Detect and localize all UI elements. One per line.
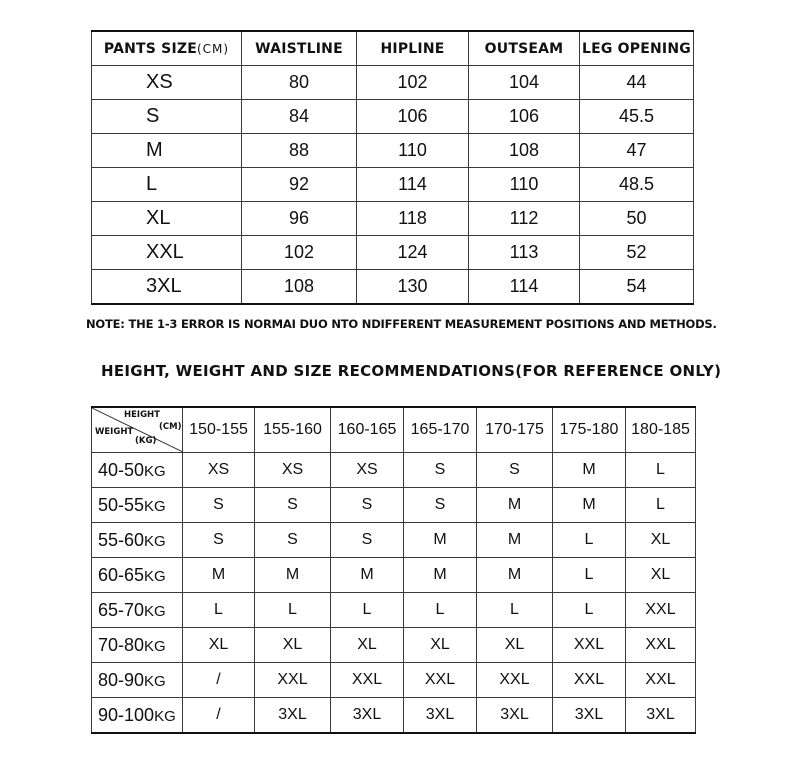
table-row: [92, 698, 696, 734]
leg-opening-cell: 52: [580, 236, 694, 270]
weight-label-cell: [92, 628, 183, 663]
table-row: [92, 168, 694, 202]
size-recommendation-cell: XXL: [553, 663, 626, 698]
hipline-cell: 102: [357, 66, 469, 100]
size-recommendation-cell: XXL: [626, 593, 696, 628]
weight-range: 70-80: [98, 634, 145, 655]
size-recommendation-cell: XS: [255, 453, 331, 488]
weight-range: 90-100: [98, 704, 155, 725]
size-recommendation-cell: L: [477, 593, 553, 628]
outseam-cell: 110: [469, 168, 580, 202]
size-cell: XL: [92, 202, 242, 236]
weight-label-cell: [92, 593, 183, 628]
weight-unit: KG: [144, 672, 166, 690]
size-recommendation-cell: M: [553, 453, 626, 488]
waistline-cell: 108: [242, 270, 357, 305]
size-recommendation-cell: XXL: [404, 663, 477, 698]
table-row: [92, 236, 694, 270]
table-row: [92, 593, 696, 628]
size-cell: XS: [92, 66, 242, 100]
size-recommendation-cell: XXL: [255, 663, 331, 698]
weight-label-cell: [92, 558, 183, 593]
size-recommendation-cell: S: [331, 488, 404, 523]
leg-opening-cell: 54: [580, 270, 694, 305]
size-recommendation-cell: /: [183, 663, 255, 698]
waistline-cell: 88: [242, 134, 357, 168]
weight-unit: KG: [144, 532, 166, 550]
size-recommendation-cell: XXL: [553, 628, 626, 663]
recommendation-heading: HEIGHT, WEIGHT AND SIZE RECOMMENDATIONS(FOR REFERENCE ONLY): [101, 362, 722, 380]
waistline-cell: 84: [242, 100, 357, 134]
size-recommendation-cell: M: [553, 488, 626, 523]
corner-weight-label: WEIGHT: [95, 427, 134, 437]
size-cell: 3XL: [92, 270, 242, 305]
size-recommendation-cell: M: [404, 523, 477, 558]
pants-header-row: [92, 31, 694, 66]
height-header: 150-155: [183, 407, 255, 453]
size-recommendation-cell: S: [404, 488, 477, 523]
size-cell: S: [92, 100, 242, 134]
size-recommendation-cell: 3XL: [404, 698, 477, 734]
size-recommendation-cell: 3XL: [626, 698, 696, 734]
weight-range: 80-90: [98, 669, 145, 690]
size-recommendation-cell: S: [404, 453, 477, 488]
column-header-outseam: OUTSEAM: [469, 31, 580, 66]
size-recommendation-cell: M: [477, 558, 553, 593]
weight-label-cell: [92, 453, 183, 488]
leg-opening-cell: 45.5: [580, 100, 694, 134]
outseam-cell: 113: [469, 236, 580, 270]
size-recommendation-cell: XXL: [477, 663, 553, 698]
size-recommendation-cell: 3XL: [331, 698, 404, 734]
size-recommendation-cell: L: [553, 593, 626, 628]
size-recommendation-cell: M: [404, 558, 477, 593]
weight-range: 60-65: [98, 564, 145, 585]
corner-header-cell: [92, 407, 183, 453]
outseam-cell: 108: [469, 134, 580, 168]
weight-unit: KG: [144, 602, 166, 620]
outseam-cell: 104: [469, 66, 580, 100]
table-row: [92, 523, 696, 558]
size-recommendation-cell: M: [255, 558, 331, 593]
size-recommendation-cell: XL: [404, 628, 477, 663]
size-recommendation-cell: M: [477, 523, 553, 558]
size-recommendation-cell: L: [404, 593, 477, 628]
size-recommendation-cell: L: [553, 523, 626, 558]
pants-size-header: [92, 31, 242, 66]
waistline-cell: 92: [242, 168, 357, 202]
column-header-waistline: WAISTLINE: [242, 31, 357, 66]
corner-weight-unit: (KG): [135, 436, 157, 446]
size-cell: XXL: [92, 236, 242, 270]
corner-header: [92, 408, 182, 452]
size-recommendation-cell: S: [183, 488, 255, 523]
table-row: [92, 558, 696, 593]
leg-opening-cell: 48.5: [580, 168, 694, 202]
waistline-cell: 102: [242, 236, 357, 270]
table-row: [92, 628, 696, 663]
table-row: [92, 134, 694, 168]
size-recommendation-table: [91, 406, 696, 734]
table-row: [92, 66, 694, 100]
hipline-cell: 114: [357, 168, 469, 202]
size-cell: M: [92, 134, 242, 168]
leg-opening-cell: 47: [580, 134, 694, 168]
weight-label-cell: [92, 663, 183, 698]
measurement-note: NOTE: THE 1-3 ERROR IS NORMAI DUO NTO NDIFFERENT MEASUREMENT POSITIONS AND METHODS.: [86, 317, 717, 331]
size-recommendation-cell: S: [255, 523, 331, 558]
size-recommendation-cell: S: [255, 488, 331, 523]
size-recommendation-cell: L: [626, 453, 696, 488]
pants-size-label: PANTS SIZE: [103, 40, 197, 57]
size-recommendation-cell: XS: [331, 453, 404, 488]
size-recommendation-cell: S: [183, 523, 255, 558]
table-row: [92, 270, 694, 305]
hipline-cell: 130: [357, 270, 469, 305]
height-header: 180-185: [626, 407, 696, 453]
table-row: [92, 202, 694, 236]
height-header: 175-180: [553, 407, 626, 453]
size-recommendation-cell: XL: [626, 523, 696, 558]
weight-range: 50-55: [98, 494, 145, 515]
table-row: [92, 453, 696, 488]
size-recommendation-cell: XXL: [331, 663, 404, 698]
recommendation-body: [92, 453, 696, 734]
weight-range: 55-60: [98, 529, 145, 550]
size-recommendation-cell: 3XL: [477, 698, 553, 734]
size-recommendation-cell: L: [626, 488, 696, 523]
height-header: 155-160: [255, 407, 331, 453]
leg-opening-cell: 44: [580, 66, 694, 100]
weight-unit: KG: [144, 637, 166, 655]
outseam-cell: 112: [469, 202, 580, 236]
size-cell: L: [92, 168, 242, 202]
hipline-cell: 118: [357, 202, 469, 236]
size-recommendation-cell: M: [477, 488, 553, 523]
size-recommendation-cell: 3XL: [255, 698, 331, 734]
weight-unit: KG: [144, 497, 166, 515]
outseam-cell: 114: [469, 270, 580, 305]
size-recommendation-cell: XS: [183, 453, 255, 488]
height-header-row: [92, 407, 696, 453]
weight-label-cell: [92, 698, 183, 734]
table-row: [92, 100, 694, 134]
hipline-cell: 124: [357, 236, 469, 270]
size-recommendation-cell: XL: [183, 628, 255, 663]
size-recommendation-cell: XL: [331, 628, 404, 663]
height-header: 165-170: [404, 407, 477, 453]
weight-unit: KG: [144, 462, 166, 480]
corner-height-label: HEIGHT: [124, 410, 160, 420]
pants-size-table: [91, 30, 694, 305]
size-recommendation-cell: L: [331, 593, 404, 628]
size-recommendation-cell: S: [477, 453, 553, 488]
weight-label-cell: [92, 523, 183, 558]
column-header-leg-opening: LEG OPENING: [580, 31, 694, 66]
size-recommendation-cell: XL: [477, 628, 553, 663]
column-header-hipline: HIPLINE: [357, 31, 469, 66]
size-recommendation-cell: M: [183, 558, 255, 593]
size-recommendation-cell: /: [183, 698, 255, 734]
size-recommendation-cell: L: [183, 593, 255, 628]
size-recommendation-cell: L: [255, 593, 331, 628]
leg-opening-cell: 50: [580, 202, 694, 236]
size-recommendation-cell: S: [331, 523, 404, 558]
outseam-cell: 106: [469, 100, 580, 134]
size-recommendation-cell: L: [553, 558, 626, 593]
corner-height-unit: (CM): [159, 422, 182, 432]
hipline-cell: 106: [357, 100, 469, 134]
size-recommendation-cell: 3XL: [553, 698, 626, 734]
size-recommendation-cell: XXL: [626, 628, 696, 663]
size-recommendation-cell: XL: [626, 558, 696, 593]
weight-label-cell: [92, 488, 183, 523]
table-row: [92, 488, 696, 523]
weight-unit: KG: [144, 567, 166, 585]
height-header: 170-175: [477, 407, 553, 453]
weight-range: 40-50: [98, 459, 145, 480]
weight-range: 65-70: [98, 599, 145, 620]
size-recommendation-cell: XXL: [626, 663, 696, 698]
size-recommendation-cell: XL: [255, 628, 331, 663]
hipline-cell: 110: [357, 134, 469, 168]
waistline-cell: 80: [242, 66, 357, 100]
weight-unit: KG: [154, 707, 176, 725]
size-recommendation-cell: M: [331, 558, 404, 593]
pants-size-unit: (CM): [196, 41, 230, 56]
table-row: [92, 663, 696, 698]
height-header: 160-165: [331, 407, 404, 453]
waistline-cell: 96: [242, 202, 357, 236]
